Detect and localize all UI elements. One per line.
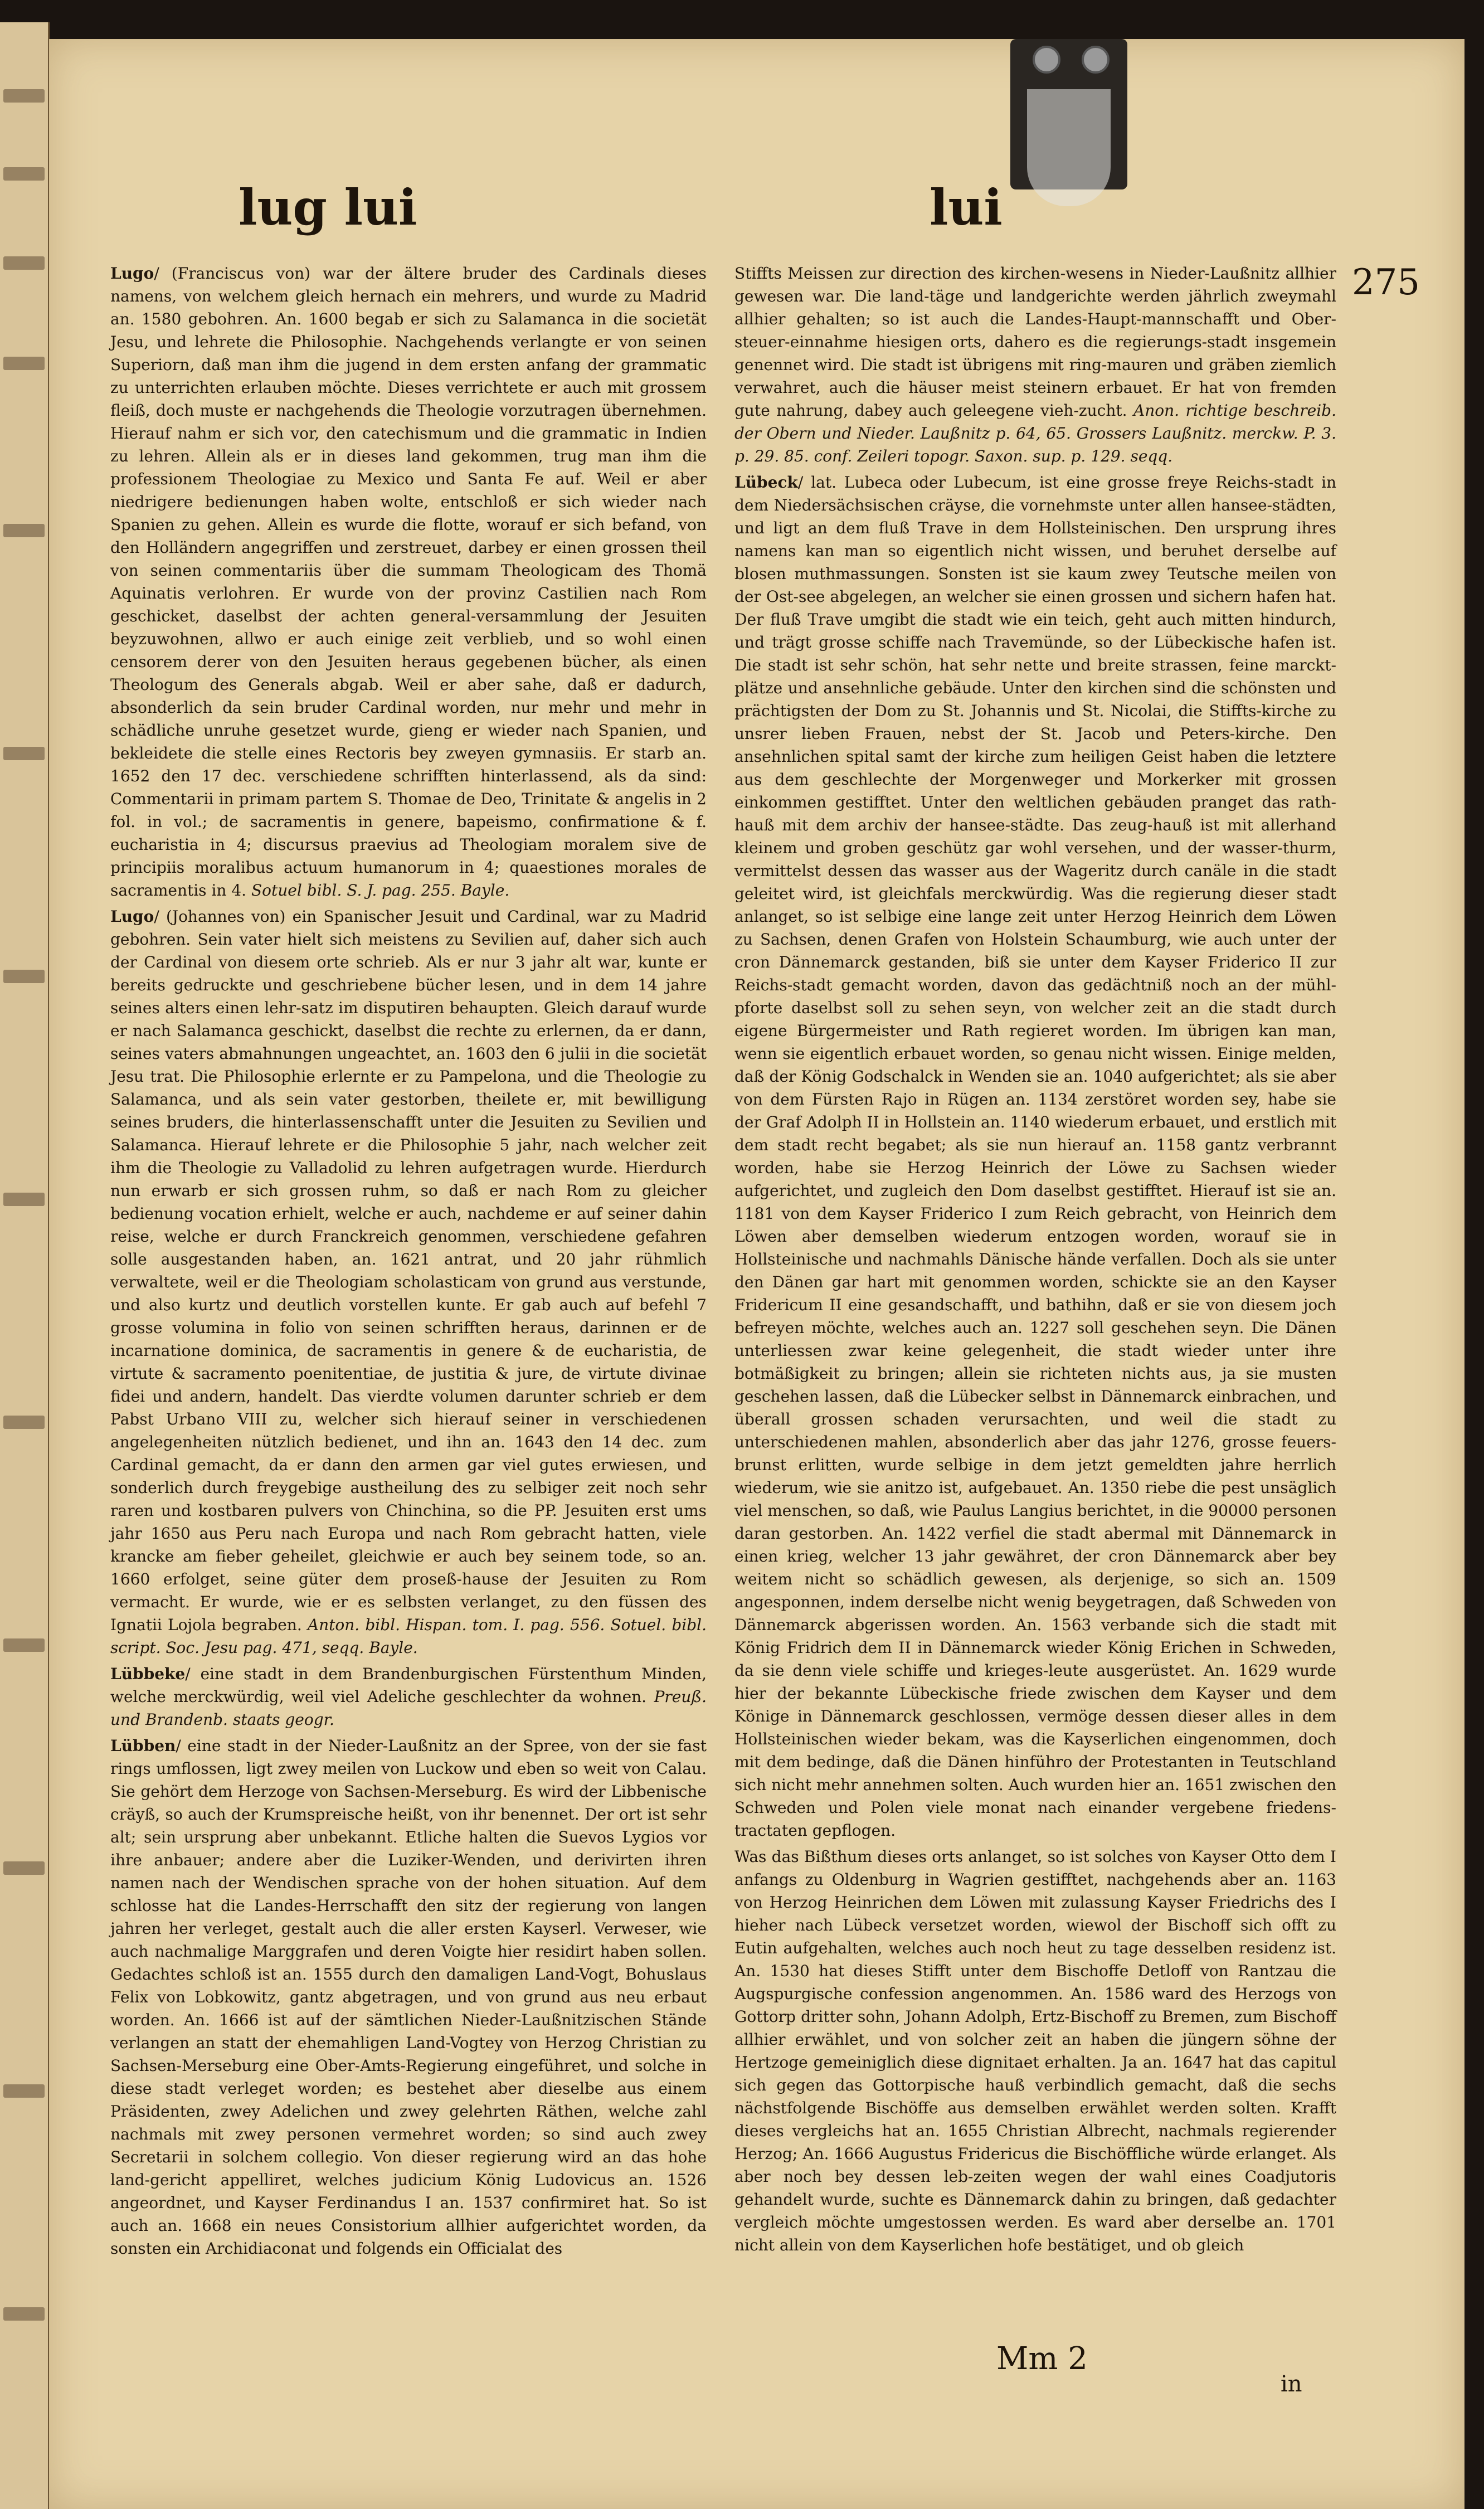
running-head-right: lui — [930, 178, 1003, 236]
entry — [110, 1662, 707, 1731]
entry-text: Was das Bißthum dieses orts anlanget, so ist solches von Kayser Otto dem I anfangs zu Oldenburg in Wagrien gestifftet, nachgehends aber an. 1163 von Herzog Heinrichen dem Löwen mit zulassung Kayser Friedrichs des I hieher nach Lübeck versetzet worden, wiewol der Bischoff sich offt zu Eutin aufgehalten, welches auch noch heut zu tage desselben residenz ist. An. 1530 hat dieses Stifft unter dem Bischoffe Detloff von Rantzau die Augspurgische confession angenommen. An. 1586 ward des Herzogs von Gottorp dritter sohn, Johann Adolph, Ertz-Bischoff zu Bremen, zum Bischoff allhier erwählet, und von solcher zeit an haben die jüngern söhne der Hertzoge gemeiniglich diese dignitaet erhalten. Ja an. 1647 hat das capitul sich gegen das Gottorpische hauß verbindlich gemacht, daß die sechs nächstfolgende Bischöffe aus demselben erwählet werden solten. Krafft dieses vergleichs hat an. 1655 Christian Albrecht, nachmals regierender Herzog; An. 1666 Augustus Fridericus die Bischöffliche würde erlanget. Als aber noch bey dessen leb-zeiten wegen der wahl eines Coadjutoris gehandelt wurde, suchte es Dännemarck dahin zu bringen, daß gedachter vergleich möchte umgestossen werden. Es ward aber derselbe an. 1701 nicht allein von dem Kayserlichen hofe bestätiget, und ob gleich — [734, 1847, 1336, 2254]
entry-head: Lübbeke — [110, 1665, 186, 1683]
entry-text: / (Johannes von) ein Spanischer Jesuit und Cardinal, war zu Madrid gebohren. Sein vater hielt sich meistens zu Sevilien auf, daher sich auch der Cardinal von diesem orte schrieb. Als er nur 3 jahr alt war, kunte er bereits gedruckte und geschriebene bücher lesen, und in dem 14 jahre seines alters einen lehr-satz im disputiren behaupten. Gleich darauf wurde er nach Salamanca geschickt, daselbst die rechte zu erlernen, da er dann, seines vaters abmahnungen ungeachtet, an. 1603 den 6 julii in die societät Jesu trat. Die Philosophie erlernte er zu Pampelona, und die Theologie zu Salamanca, und als sein vater gestorben, theilete er, mit bewilligung seines bruders, die hinterlassenschafft unter die Jesuiten zu Sevilien und Salamanca. Hierauf lehrete er die Philosophie 5 jahr, nach welcher zeit ihm die Theologie zu Valladolid zu lehren aufgetragen wurde. Hierdurch nun erwarb er sich grossen ruhm, so daß er nach Rom zu gleicher bedienung vocation erhielt, welche er auch, nachdeme er auf seiner dahin reise, welche er durch Franckreich genommen, verschiedene gefahren solle ausgestanden haben, an. 1621 antrat, und 20 jahr rühmlich verwaltete, weil er die Theologiam scholasticam von grund aus verstunde, und also kurtz und deutlich vorstellen kunte. Er gab auch auf befehl 7 grosse volumina in folio von seinen schrifften heraus, darinnen er de incarnatione dominica, de sacramentis in genere & de eucharistia, de virtute & sacramento poenitentiae, de justitia & jure, de virtute divinae fidei und andern, handelt. Das vierdte volumen darunter schrieb er dem Pabst Urbano VIII zu, welcher sich hierauf seiner in verschiedenen angelegenheiten nützlich bedienet, und ihn an. 1643 den 14 dec. zum Cardinal gemacht, da er dann den armen gar viel gutes erwiesen, und sonderlich durch freygebige austheilung des zu selbiger zeit noch sehr raren und kostbaren pulvers von Chinchina, so die PP. Jesuiten erst ums jahr 1650 aus Peru nach Europa und nach Rom gebracht hatten, viele krancke am fieber geheilet, gleichwie er auch bey seinem tode, so an. 1660 erfolget, seine güter dem proseß-hause der Jesuiten zu Rom vermacht. Er wurde, wie er es selbsten verlanget, zu den füssen des Ignatii Lojola begraben. — [110, 907, 707, 1634]
running-head-left: lug lui — [239, 178, 417, 236]
catchword: in — [1281, 2371, 1302, 2397]
entry-head: Lugo — [110, 907, 154, 926]
entry-text: / lat. Lubeca oder Lubecum, ist eine grosse freye Reichs-stadt in dem Niedersächsischen cräyse, die vornehmste unter allen hansee-städten, und ligt an dem fluß Trave in dem Hollsteinischen. Den ursprung ihres namens kan man so eigentlich nicht wissen, und beruhet derselbe auf blosen muthmassungen. Sonsten ist sie kaum zwey Teutsche meilen von der Ost-see abgelegen, an welcher sie einen grossen und sichern hafen hat. Der fluß Trave umgibt die stadt wie ein teich, geht auch mitten hindurch, und trägt grosse schiffe nach Travemünde, so der Lübeckische hafen ist. Die stadt ist sehr schön, hat sehr nette und breite strassen, feine marckt-plätze und ansehnliche gebäude. Unter den kirchen sind die schönsten und prächtigsten der Dom zu St. Johannis und St. Nicolai, die Stiffts-kirche zu unsrer lieben Frauen, nebst der St. Jacob und Peters-kirche. Den ansehnlichen spital samt der kirche zum heiligen Geist haben die letztere aus dem geschlechte der Morgenweger und Morkerker mit grossen einkommen gestifftet. Unter den weltlichen gebäuden pranget das rath-hauß mit dem archiv der hansee-städte. Das zeug-hauß ist mit allerhand kleinem und groben geschütz gar wohl versehen, und der wasser-thurm, vermittelst dessen das wasser aus der Wageritz durch canäle in die stadt geleitet wird, ist gleichfals merckwürdig. Was die regierung dieser stadt anlanget, so ist selbige eine lange zeit unter Herzog Heinrich dem Löwen zu Sachsen, denen Grafen von Holstein Schaumburg, wie auch unter der cron Dännemarck gestanden, biß sie unter dem Kayser Friderico II zur Reichs-stadt gemacht worden, davon das gedächtniß noch an der mühl-pforte daselbst soll zu sehen seyn, von welcher zeit an die stadt durch eigene Bürgermeister und Rath regieret worden. Im übrigen kan man, wenn sie eigentlich erbauet worden, so genau nicht wissen. Einige melden, daß der König Godschalck in Wenden sie an. 1040 aufgerichtet; als sie aber von dem Fürsten Rajo in Rügen an. 1134 zerstöret worden sey, habe sie der Graf Adolph II in Hollstein an. 1140 wiederum erbauet, und erstlich mit dem stadt recht begabet; als sie nun hierauf an. 1158 gantz verbrannt worden, habe sie Herzog Heinrich der Löwe zu Sachsen wieder aufgerichtet, und zugleich den Dom daselbst gestifftet. Hierauf ist sie an. 1181 von dem Kayser Friderico I zum Reich gebracht, von Heinrich dem Löwen aber demselben wiederum entzogen worden, worauf sie in Hollsteinische und nachmahls Dänische hände verfallen. Doch als sie unter den Dänen gar hart mit genommen worden, schickte sie an den Kayser Fridericum II eine gesandschafft, und bathihn, daß er sie von diesem joch befreyen möchte, welches auch an. 1227 soll geschehen seyn. Die Dänen unterliessen zwar keine gelegenheit, die stadt wieder unter ihre botmäßigkeit zu bringen; allein sie richteten nichts aus, ja sie musten geschehen lassen, daß die Lübecker selbst in Dännemarck einbrachen, und überall grossen schaden verursachten, und weil die stadt zu unterschiedenen mahlen, absonderlich aber das jahr 1276, grosse feuers-brunst erlitten, wurde selbige in dem jetzt gemeldten jahre herrlich wiederum, wie sie anitzo ist, aufgebauet. An. 1350 riebe die pest unsäglich viel menschen, so daß, wie Paulus Langius berichtet, in die 90000 personen daran gestorben. An. 1422 verfiel die stadt abermal mit Dännemarck in einen krieg, welcher 13 jahr gewähret, der cron Dännemarck aber bey weitem nicht so schädlich gewesen, als derjenige, so sich an. 1509 angesponnen, indem derselbe nicht wenig beygetragen, daß Schweden von Dännemarck abgerissen worden. An. 1563 verbande sich die stadt mit König Fridrich dem II in Dännemarck wieder König Erichen in Schweden, da sie denn viele schiffe und krieges-leute ausgerüstet. An. 1629 wurde hier der bekannte Lübeckische friede zwischen dem Kayser und dem Könige in Dännemarck geschlossen, vermöge dessen dieser alles in dem Hollsteinischen wieder bekam, was die Kayserlichen eingenommen, doch mit dem bedinge, daß die Dänen hinführo der Protestanten in Teutschland sich nicht mehr annehmen solten. Auch wurden hier an. 1651 zwischen den Schweden und Polen viele monat nach einander vergebene friedens-tractaten gepflogen. — [734, 473, 1336, 1840]
entry-text: Stiffts Meissen zur direction des kirchen-wesens in Nieder-Laußnitz allhier gewesen war. Die land-täge und landgerichte werden jährlich zweymahl allhier gehalten; so ist auch die Landes-Haupt-mannschafft und Ober-steuer-einnahme hiesigen orts, dahero es die regierungs-stadt insgemein genennet wird. Die stadt ist übrigens mit ring-mauren und gräben ziemlich verwahret, auch die häuser meist steinern erbauet. Er hat von fremden gute nahrung, dabey auch geleegene vieh-zucht. — [734, 264, 1336, 420]
entry-text: / (Franciscus von) war der ältere bruder des Cardinals dieses namens, von welchem gleich hernach ein mehrers, und wurde zu Madrid an. 1580 gebohren. An. 1600 begab er sich zu Salamanca in die societät Jesu, und lehrete die Philosophie. Nachgehends verlangte er von seinen Superiorn, daß man ihm die jugend in dem ersten anfang der grammatic zu unterrichten erlauben möchte. Dieses verrichtete er auch mit grossem fleiß, doch muste er nachgehends die Theologie vorzutragen übernehmen. Hierauf nahm er sich vor, den catechismum und die grammatic in Indien zu lehren. Allein als er in dieses land gekommen, trug man ihm die professionem Theologiae zu Mexico und Santa Fe auf. Weil er aber niedrigere bedienungen haben wolte, entschloß er sich wieder nach Spanien zu gehen. Allein es wurde die flotte, worauf er sich befand, von den Holländern angegriffen und zerstreuet, darbey er einen grossen theil von seinen commentariis über die summam Theologicam des Thomä Aquinatis verlohren. Er wurde von der provinz Castilien nach Rom geschicket, daselbst der achten general-versammlung der Jesuiten beyzuwohnen, allwo er auch einige zeit verblieb, und so wohl einen censorem derer von den Jesuiten heraus gegebenen bücher, als einen Theologum des Generals abgab. Weil er aber sahe, daß er dadurch, absonderlich da sein bruder Cardinal worden, nur mehr und mehr in schädliche unruhe gesetzet wurde, gieng er wieder nach Spanien, und bekleidete die stelle eines Rectoris bey zweyen gymnasiis. Er starb an. 1652 den 17 dec. verschiedene schrifften hinterlassend, als da sind: Commentarii in primam partem S. Thomae de Deo, Trinitate & angelis in 2 fol. in vol.; de sacramentis in genere, bapeismo, confirmatione & f. eucharistia in 4; discursus praevius ad Theologiam moralem sive de principiis moralibus actuum humanorum in 4; quaestiones morales de sacramentis in 4. — [110, 264, 707, 899]
entry-ref: Sotuel bibl. S. J. pag. 255. Bayle. — [251, 881, 510, 899]
entry — [110, 1734, 707, 2260]
entry-ref: Anon. richtige beschreib. der Obern und Nieder. Laußnitz p. 64, 65. Grossers Laußnitz. merckw. P. 3. p. 29. 85. conf. Zeileri topogr. Saxon. sup. p. 129. seqq. — [734, 401, 1336, 465]
signature-mark: Mm 2 — [996, 2341, 1088, 2377]
previous-page-edge — [0, 22, 50, 2509]
screw-icon — [1033, 46, 1060, 74]
right-column — [734, 262, 1336, 2260]
entry-text: / eine stadt in dem Brandenburgischen Fürstenthum Minden, welche merckwürdig, weil viel Adeliche geschlechter da wohnen. — [110, 1665, 707, 1706]
entry-ref: Preuß. und Brandenb. staats geogr. — [110, 1688, 707, 1729]
screw-icon — [1082, 46, 1110, 74]
entry-head: Lugo — [110, 264, 154, 283]
entry — [110, 905, 707, 1659]
entry-head: Lübben — [110, 1737, 176, 1755]
page-clip — [1010, 39, 1127, 189]
clip-tab — [1027, 89, 1111, 206]
entry-head: Lübeck — [734, 473, 798, 492]
entry-text: / eine stadt in der Nieder-Laußnitz an der Spree, von der sie fast rings umflossen, ligt zwey meilen von Luckow und eben so weit von Calau. Sie gehört dem Herzoge von Sachsen-Merseburg. Es wird der Libbenische cräyß, so auch der Krumspreische heißt, von ihr benennet. Der ort ist sehr alt; sein ursprung aber unbekannt. Etliche halten die Suevos Lygios vor ihre anbauer; andere aber die Luziker-Wenden, und derivirten ihren namen nach der Wendischen sprache von der hohen situation. Auf dem schlosse hat die Landes-Herrschafft den sitz der regierung von langen jahren her verleget, gestalt auch die aller ersten Kayserl. Verweser, wie auch nachmalige Marggrafen und deren Voigte hier residirt haben sollen. Gedachtes schloß ist an. 1555 durch den damaligen Land-Vogt, Bohuslaus Felix von Lobkowitz, gantz abgetragen, und von grund aus neu erbaut worden. An. 1666 ist auf der sämtlichen Nieder-Laußnitzischen Stände verlangen an statt der ehemahligen Land-Vogtey von Herzog Christian zu Sachsen-Merseburg eine Ober-Amts-Regierung eingeführet, und solche in diese stadt verleget worden; es bestehet aber dieselbe aus einem Präsidenten, zwey Adelichen und zwey gelehrten Räthen, welche zahl nachmals mit zwey personen vermehret worden; so sind auch zwey Secretarii in solchem collegio. Von dieser regierung wird an das hohe land-gericht appelliret, welches judicium König Ludovicus an. 1526 angeordnet, und Kayser Ferdinandus I an. 1537 confirmiret hat. So ist auch an. 1668 ein neues Consistorium allhier aufgerichtet worden, da sonsten ein Archidiaconat und folgends ein Officialat des — [110, 1737, 707, 2258]
entry-ref: Anton. bibl. Hispan. tom. I. pag. 556. Sotuel. bibl. script. Soc. Jesu pag. 471, seqq. Bayle. — [110, 1616, 707, 1657]
left-column — [110, 262, 707, 2263]
entry — [734, 471, 1336, 1842]
entry — [734, 1845, 1336, 2257]
book-page — [49, 39, 1464, 2509]
page-number: 275 — [1351, 262, 1420, 303]
entry — [110, 262, 707, 902]
entry — [734, 262, 1336, 468]
